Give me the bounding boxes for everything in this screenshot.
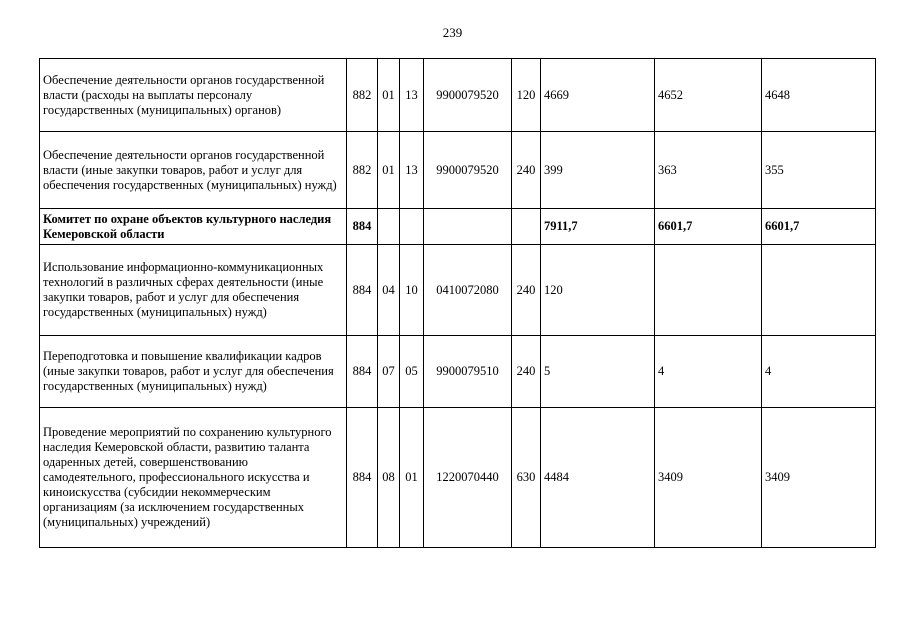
table-body	[40, 59, 876, 548]
value-1: 7911,7	[541, 209, 655, 245]
target-code: 9900079520	[424, 59, 512, 132]
subsection-code: 13	[400, 59, 424, 132]
row-name: Использование информационно-коммуникационных технологий в различных сферах деятельности (иные закупки товаров, работ и услуг для обеспечения государственных (муниципальных) нужд)	[40, 245, 347, 336]
table-row	[40, 336, 876, 408]
table-row	[40, 245, 876, 336]
target-code: 9900079510	[424, 336, 512, 408]
row-name: Комитет по охране объектов культурного наследия Кемеровской области	[40, 209, 347, 245]
ministry-code: 884	[347, 336, 378, 408]
row-name: Переподготовка и повышение квалификации кадров (иные закупки товаров, работ и услуг для обеспечения государственных (муниципальных) нужд)	[40, 336, 347, 408]
table-row	[40, 59, 876, 132]
table-row	[40, 408, 876, 548]
table-row	[40, 209, 876, 245]
value-2: 363	[655, 132, 762, 209]
value-1: 4669	[541, 59, 655, 132]
ministry-code: 882	[347, 132, 378, 209]
ministry-code: 884	[347, 209, 378, 245]
value-2: 4	[655, 336, 762, 408]
value-3: 4648	[762, 59, 876, 132]
expense-type-code: 630	[512, 408, 541, 548]
value-2: 4652	[655, 59, 762, 132]
value-3: 3409	[762, 408, 876, 548]
value-2	[655, 245, 762, 336]
value-2: 3409	[655, 408, 762, 548]
subsection-code: 13	[400, 132, 424, 209]
expense-type-code: 240	[512, 132, 541, 209]
subsection-code: 10	[400, 245, 424, 336]
value-3: 4	[762, 336, 876, 408]
value-3: 355	[762, 132, 876, 209]
subsection-code: 01	[400, 408, 424, 548]
budget-table	[39, 58, 876, 548]
value-3	[762, 245, 876, 336]
section-code	[378, 209, 400, 245]
value-1: 4484	[541, 408, 655, 548]
section-code: 01	[378, 132, 400, 209]
value-2: 6601,7	[655, 209, 762, 245]
target-code: 9900079520	[424, 132, 512, 209]
row-name: Обеспечение деятельности органов государственной власти (расходы на выплаты персоналу государственных (муниципальных) органов)	[40, 59, 347, 132]
ministry-code: 884	[347, 408, 378, 548]
value-1: 5	[541, 336, 655, 408]
section-code: 01	[378, 59, 400, 132]
expense-type-code: 240	[512, 336, 541, 408]
section-code: 08	[378, 408, 400, 548]
target-code: 0410072080	[424, 245, 512, 336]
section-code: 04	[378, 245, 400, 336]
value-1: 399	[541, 132, 655, 209]
ministry-code: 882	[347, 59, 378, 132]
section-code: 07	[378, 336, 400, 408]
subsection-code	[400, 209, 424, 245]
subsection-code: 05	[400, 336, 424, 408]
value-1: 120	[541, 245, 655, 336]
page-number: 239	[442, 25, 463, 40]
value-3: 6601,7	[762, 209, 876, 245]
ministry-code: 884	[347, 245, 378, 336]
target-code: 1220070440	[424, 408, 512, 548]
target-code	[424, 209, 512, 245]
table-row	[40, 132, 876, 209]
expense-type-code: 240	[512, 245, 541, 336]
row-name: Обеспечение деятельности органов государственной власти (иные закупки товаров, работ и услуг для обеспечения государственных (муниципальных) нужд)	[40, 132, 347, 209]
row-name: Проведение мероприятий по сохранению культурного наследия Кемеровской области, развитию таланта одаренных детей, совершенствованию самодеятельного, профессионального искусства и киноискусства (субсидии некоммерческим организациям (за исключением государственных (муниципальных) учреждений)	[40, 408, 347, 548]
expense-type-code: 120	[512, 59, 541, 132]
expense-type-code	[512, 209, 541, 245]
